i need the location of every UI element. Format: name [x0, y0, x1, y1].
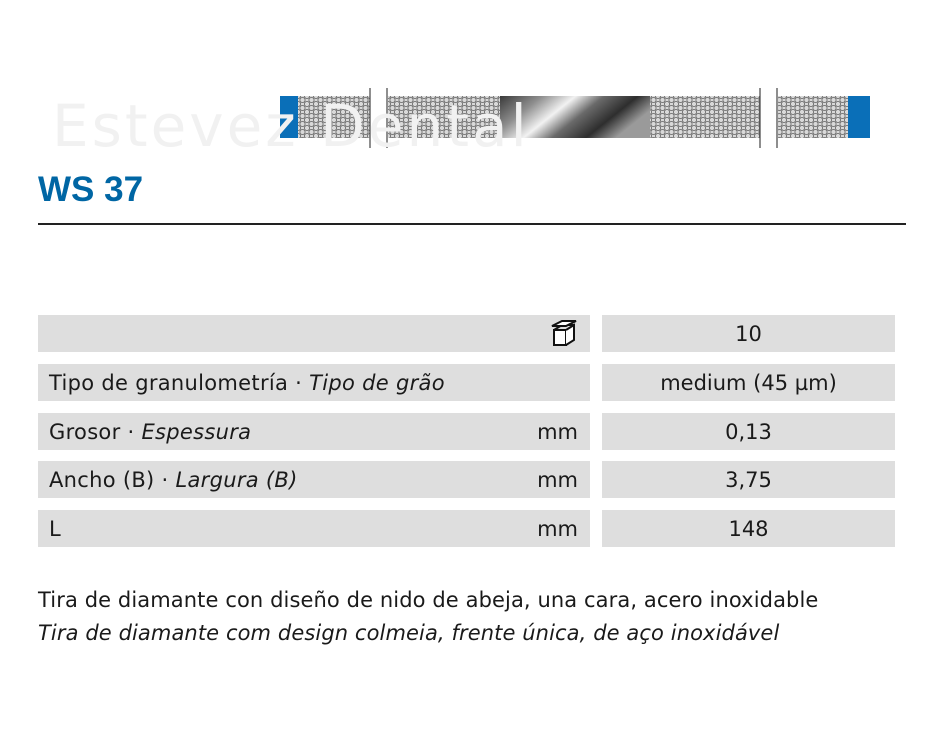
spec-unit: mm — [537, 419, 578, 444]
spec-label-cell — [38, 315, 590, 352]
spec-label-thickness: Grosor · Espessura — [49, 419, 252, 444]
product-code-title: WS 37 — [38, 170, 144, 209]
spec-label-length: L — [49, 516, 61, 541]
spec-unit: mm — [537, 467, 578, 492]
spec-label-cell — [38, 364, 590, 401]
spec-label-cell — [38, 510, 590, 547]
spec-value-grain: medium (45 µm) — [602, 364, 895, 401]
description-es: Tira de diamante con diseño de nido de abeja, una cara, acero inoxidable — [38, 588, 819, 612]
spec-value-pack: 10 — [602, 315, 895, 352]
spec-value-length: 148 — [602, 510, 895, 547]
spec-label-width: Ancho (B) · Largura (B) — [49, 467, 298, 492]
spec-value-width: 3,75 — [602, 461, 895, 498]
description-pt: Tira de diamante com design colmeia, frente única, de aço inoxidável — [38, 621, 780, 645]
diamond-strip-image — [280, 88, 870, 150]
spec-unit: mm — [537, 516, 578, 541]
package-box-icon — [550, 320, 580, 348]
spec-label-cell — [38, 461, 590, 498]
spec-label-cell — [38, 413, 590, 450]
spec-value-thickness: 0,13 — [602, 413, 895, 450]
title-divider — [38, 223, 906, 225]
watermark-text: Estevez Dental — [52, 92, 530, 160]
spec-label-grain: Tipo de granulometría · Tipo de grão — [49, 370, 445, 395]
